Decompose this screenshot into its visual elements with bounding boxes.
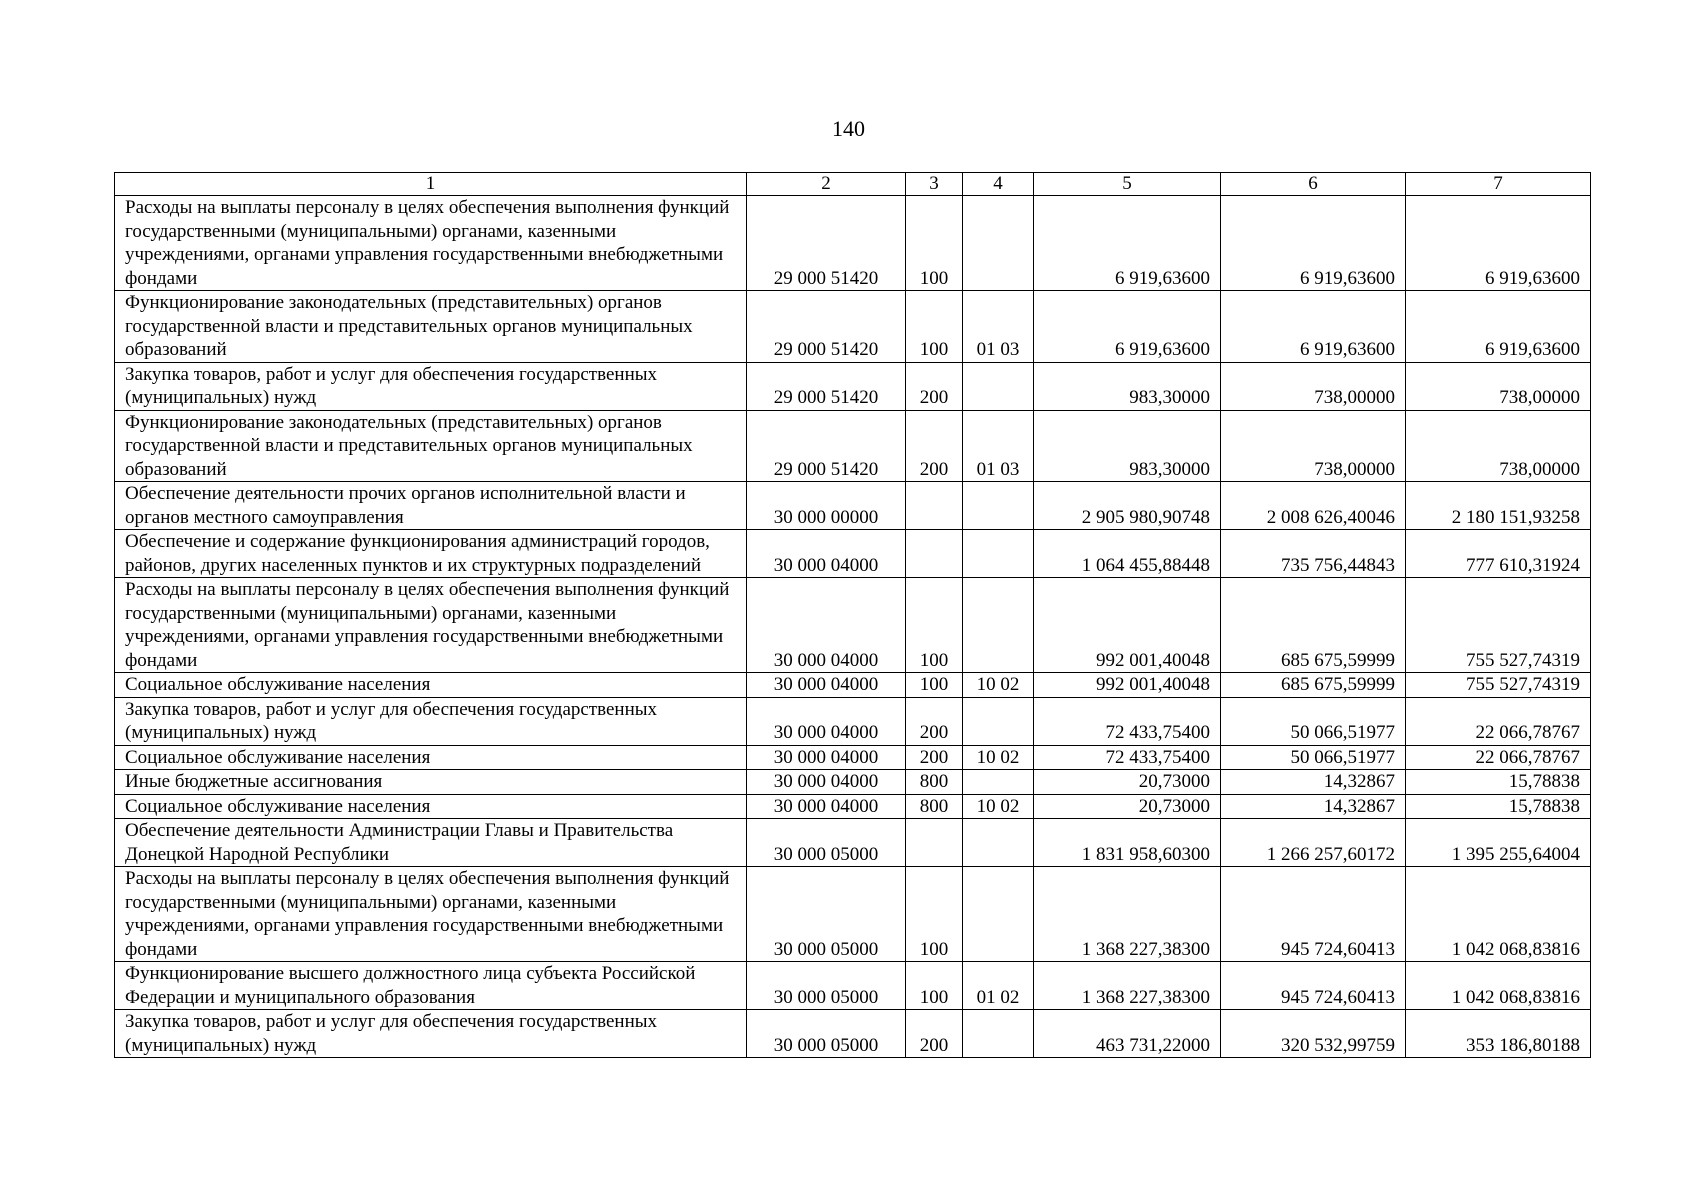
amount-col7-cell: 755 527,74319 <box>1406 578 1591 673</box>
amount-col5-cell: 72 433,75400 <box>1034 745 1221 770</box>
column-header: 7 <box>1406 173 1591 196</box>
table-row <box>115 673 1591 698</box>
table-body <box>115 196 1591 1058</box>
amount-col6-cell: 945 724,60413 <box>1221 867 1406 962</box>
table-row <box>115 697 1591 745</box>
amount-col6-cell: 320 532,99759 <box>1221 1010 1406 1058</box>
amount-col7-cell: 777 610,31924 <box>1406 530 1591 578</box>
expense-type-cell: 200 <box>906 697 963 745</box>
expense-name-cell: Обеспечение деятельности прочих органов исполнительной власти и органов местного самоуправления <box>115 482 747 530</box>
amount-col7-cell: 15,78838 <box>1406 794 1591 819</box>
expense-type-cell: 100 <box>906 962 963 1010</box>
amount-col6-cell: 738,00000 <box>1221 362 1406 410</box>
expense-type-cell: 100 <box>906 291 963 363</box>
amount-col7-cell: 22 066,78767 <box>1406 697 1591 745</box>
column-header: 5 <box>1034 173 1221 196</box>
amount-col6-cell: 2 008 626,40046 <box>1221 482 1406 530</box>
amount-col6-cell: 14,32867 <box>1221 770 1406 795</box>
expense-type-cell: 200 <box>906 410 963 482</box>
amount-col6-cell: 14,32867 <box>1221 794 1406 819</box>
expense-name-cell: Социальное обслуживание населения <box>115 673 747 698</box>
expense-type-cell: 200 <box>906 1010 963 1058</box>
table-row <box>115 578 1591 673</box>
section-code-cell <box>963 530 1034 578</box>
amount-col5-cell: 992 001,40048 <box>1034 673 1221 698</box>
target-article-code-cell: 30 000 04000 <box>747 530 906 578</box>
section-code-cell <box>963 196 1034 291</box>
target-article-code-cell: 30 000 05000 <box>747 962 906 1010</box>
table-row <box>115 819 1591 867</box>
table-row <box>115 291 1591 363</box>
expense-name-cell: Социальное обслуживание населения <box>115 794 747 819</box>
column-header: 2 <box>747 173 906 196</box>
section-code-cell: 10 02 <box>963 794 1034 819</box>
amount-col5-cell: 6 919,63600 <box>1034 291 1221 363</box>
expense-name-cell: Социальное обслуживание населения <box>115 745 747 770</box>
amount-col5-cell: 983,30000 <box>1034 362 1221 410</box>
amount-col5-cell: 1 831 958,60300 <box>1034 819 1221 867</box>
amount-col7-cell: 15,78838 <box>1406 770 1591 795</box>
amount-col5-cell: 1 368 227,38300 <box>1034 962 1221 1010</box>
amount-col5-cell: 2 905 980,90748 <box>1034 482 1221 530</box>
target-article-code-cell: 30 000 05000 <box>747 1010 906 1058</box>
target-article-code-cell: 29 000 51420 <box>747 196 906 291</box>
amount-col7-cell: 1 042 068,83816 <box>1406 867 1591 962</box>
amount-col7-cell: 755 527,74319 <box>1406 673 1591 698</box>
expense-type-cell: 800 <box>906 770 963 795</box>
section-code-cell <box>963 362 1034 410</box>
table-row <box>115 867 1591 962</box>
target-article-code-cell: 29 000 51420 <box>747 291 906 363</box>
expense-name-cell: Расходы на выплаты персоналу в целях обеспечения выполнения функций государственными (муниципальными) органами, казенными учреждениями, органами управления государственными внебюджетными фондами <box>115 578 747 673</box>
expense-name-cell: Расходы на выплаты персоналу в целях обеспечения выполнения функций государственными (муниципальными) органами, казенными учреждениями, органами управления государственными внебюджетными фондами <box>115 196 747 291</box>
amount-col6-cell: 50 066,51977 <box>1221 697 1406 745</box>
table-row <box>115 362 1591 410</box>
target-article-code-cell: 29 000 51420 <box>747 410 906 482</box>
section-code-cell <box>963 819 1034 867</box>
amount-col5-cell: 20,73000 <box>1034 770 1221 795</box>
amount-col5-cell: 992 001,40048 <box>1034 578 1221 673</box>
expense-name-cell: Закупка товаров, работ и услуг для обеспечения государственных (муниципальных) нужд <box>115 697 747 745</box>
amount-col5-cell: 72 433,75400 <box>1034 697 1221 745</box>
amount-col7-cell: 1 042 068,83816 <box>1406 962 1591 1010</box>
amount-col6-cell: 738,00000 <box>1221 410 1406 482</box>
expense-name-cell: Закупка товаров, работ и услуг для обеспечения государственных (муниципальных) нужд <box>115 362 747 410</box>
amount-col5-cell: 20,73000 <box>1034 794 1221 819</box>
target-article-code-cell: 30 000 04000 <box>747 578 906 673</box>
expense-type-cell: 100 <box>906 578 963 673</box>
expense-name-cell: Функционирование законодательных (представительных) органов государственной власти и представительных органов муниципальных образований <box>115 291 747 363</box>
target-article-code-cell: 30 000 04000 <box>747 770 906 795</box>
amount-col5-cell: 463 731,22000 <box>1034 1010 1221 1058</box>
table-header-row <box>115 173 1591 196</box>
amount-col5-cell: 1 368 227,38300 <box>1034 867 1221 962</box>
target-article-code-cell: 29 000 51420 <box>747 362 906 410</box>
amount-col7-cell: 738,00000 <box>1406 410 1591 482</box>
expense-type-cell: 100 <box>906 196 963 291</box>
expense-type-cell: 800 <box>906 794 963 819</box>
amount-col6-cell: 50 066,51977 <box>1221 745 1406 770</box>
budget-table <box>114 172 1591 1058</box>
amount-col6-cell: 945 724,60413 <box>1221 962 1406 1010</box>
section-code-cell <box>963 1010 1034 1058</box>
page-number: 140 <box>832 116 865 141</box>
target-article-code-cell: 30 000 05000 <box>747 867 906 962</box>
section-code-cell: 01 03 <box>963 410 1034 482</box>
section-code-cell <box>963 578 1034 673</box>
expense-type-cell <box>906 482 963 530</box>
table-row <box>115 530 1591 578</box>
expense-name-cell: Функционирование высшего должностного лица субъекта Российской Федерации и муниципального образования <box>115 962 747 1010</box>
expense-type-cell: 200 <box>906 362 963 410</box>
amount-col7-cell: 22 066,78767 <box>1406 745 1591 770</box>
table-row <box>115 962 1591 1010</box>
target-article-code-cell: 30 000 04000 <box>747 794 906 819</box>
expense-name-cell: Закупка товаров, работ и услуг для обеспечения государственных (муниципальных) нужд <box>115 1010 747 1058</box>
section-code-cell: 10 02 <box>963 745 1034 770</box>
target-article-code-cell: 30 000 00000 <box>747 482 906 530</box>
expense-name-cell: Расходы на выплаты персоналу в целях обеспечения выполнения функций государственными (муниципальными) органами, казенными учреждениями, органами управления государственными внебюджетными фондами <box>115 867 747 962</box>
expense-type-cell: 200 <box>906 745 963 770</box>
table-row <box>115 745 1591 770</box>
table-row <box>115 482 1591 530</box>
amount-col7-cell: 738,00000 <box>1406 362 1591 410</box>
expense-type-cell <box>906 530 963 578</box>
target-article-code-cell: 30 000 04000 <box>747 745 906 770</box>
column-header: 1 <box>115 173 747 196</box>
expense-name-cell: Функционирование законодательных (представительных) органов государственной власти и представительных органов муниципальных образований <box>115 410 747 482</box>
target-article-code-cell: 30 000 05000 <box>747 819 906 867</box>
expense-name-cell: Обеспечение и содержание функционирования администраций городов, районов, других населенных пунктов и их структурных подразделений <box>115 530 747 578</box>
expense-type-cell: 100 <box>906 673 963 698</box>
table-row <box>115 1010 1591 1058</box>
section-code-cell <box>963 482 1034 530</box>
table-row <box>115 794 1591 819</box>
column-header: 3 <box>906 173 963 196</box>
amount-col5-cell: 6 919,63600 <box>1034 196 1221 291</box>
amount-col7-cell: 1 395 255,64004 <box>1406 819 1591 867</box>
amount-col5-cell: 1 064 455,88448 <box>1034 530 1221 578</box>
target-article-code-cell: 30 000 04000 <box>747 673 906 698</box>
amount-col7-cell: 2 180 151,93258 <box>1406 482 1591 530</box>
amount-col6-cell: 1 266 257,60172 <box>1221 819 1406 867</box>
section-code-cell <box>963 770 1034 795</box>
target-article-code-cell: 30 000 04000 <box>747 697 906 745</box>
section-code-cell <box>963 697 1034 745</box>
column-header: 6 <box>1221 173 1406 196</box>
amount-col6-cell: 735 756,44843 <box>1221 530 1406 578</box>
expense-name-cell: Обеспечение деятельности Администрации Главы и Правительства Донецкой Народной Республики <box>115 819 747 867</box>
amount-col7-cell: 6 919,63600 <box>1406 291 1591 363</box>
amount-col6-cell: 6 919,63600 <box>1221 291 1406 363</box>
amount-col6-cell: 685 675,59999 <box>1221 673 1406 698</box>
amount-col7-cell: 6 919,63600 <box>1406 196 1591 291</box>
section-code-cell: 01 03 <box>963 291 1034 363</box>
amount-col7-cell: 353 186,80188 <box>1406 1010 1591 1058</box>
amount-col5-cell: 983,30000 <box>1034 410 1221 482</box>
expense-name-cell: Иные бюджетные ассигнования <box>115 770 747 795</box>
amount-col6-cell: 6 919,63600 <box>1221 196 1406 291</box>
amount-col6-cell: 685 675,59999 <box>1221 578 1406 673</box>
section-code-cell <box>963 867 1034 962</box>
table-row <box>115 196 1591 291</box>
section-code-cell: 10 02 <box>963 673 1034 698</box>
section-code-cell: 01 02 <box>963 962 1034 1010</box>
column-header: 4 <box>963 173 1034 196</box>
table-row <box>115 410 1591 482</box>
table-row <box>115 770 1591 795</box>
expense-type-cell: 100 <box>906 867 963 962</box>
expense-type-cell <box>906 819 963 867</box>
